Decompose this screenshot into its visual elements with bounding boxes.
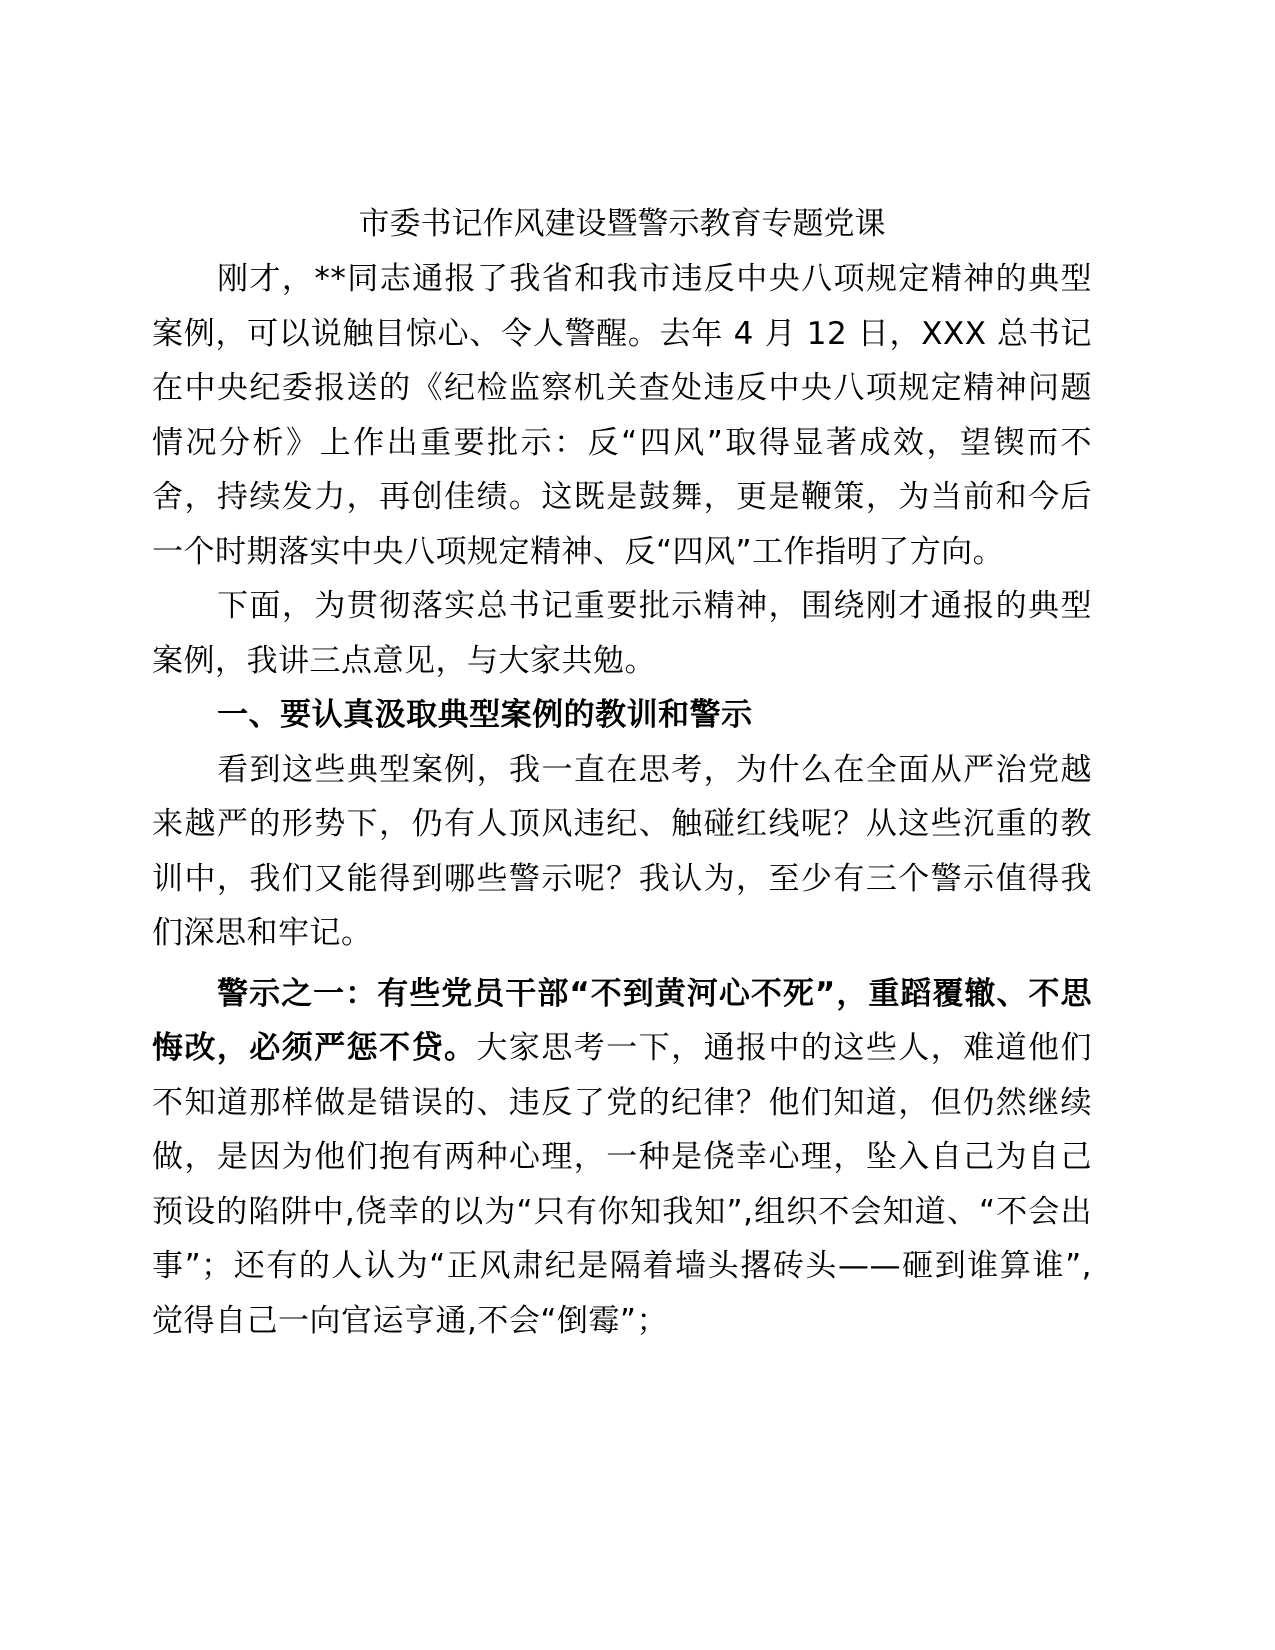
warning-1-text: 大家思考一下，通报中的这些人，难道他们不知道那样做是错误的、违反了党的纪律？他们知道，但仍然继续做，是因为他们抱有两种心理，一种是侥幸心理，坠入自己为自己预设的陷阱中,侥幸的以为“只有你知我知”,组织不会知道、“不会出事”；还有的人认为“正风肃纪是隔着墙头撂砖头——砸到谁算谁”,觉得自己一向官运亨通,不会“倒霉”； <box>152 1030 1093 1339</box>
document-title: 市委书记作风建设暨警示教育专题党课 <box>358 206 886 242</box>
paragraph-outline: 下面，为贯彻落实总书记重要批示精神，围绕刚才通报的典型案例，我讲三点意见，与大家共勉。 <box>152 588 1092 679</box>
paragraph-warning-1 <box>152 967 1092 1349</box>
document-body <box>152 196 1092 1348</box>
paragraph-section-1: 看到这些典型案例，我一直在思考，为什么在全面从严治党越来越严的形势下，仍有人顶风违纪、触碰红线呢？从这些沉重的教训中，我们又能得到哪些警示呢？我认为，至少有三个警示值得我们深思和牢记。 <box>152 751 1092 951</box>
section-heading-1: 一、要认真汲取典型案例的教训和警示 <box>217 697 753 733</box>
warning-1-lead: 警示之一：有些党员干部“不到黄河心不死”，重蹈覆辙、不思悔改，必须严惩不贷。 <box>152 975 1092 1066</box>
paragraph-intro: 刚才，**同志通报了我省和我市违反中央八项规定精神的典型案例，可以说触目惊心、令人警醒。去年 4 月 12 日，XXX 总书记在中央纪委报送的《纪检监察机关查处违反中央八项规定精神问题情况分析》上作出重要批示：反“四风”取得显著成效，望锲而不舍，持续发力，再创佳绩。这既是鼓舞，更是鞭策，为当前和今后一个时期落实中央八项规定精神、反“四风”工作指明了方向。 <box>152 261 1092 570</box>
